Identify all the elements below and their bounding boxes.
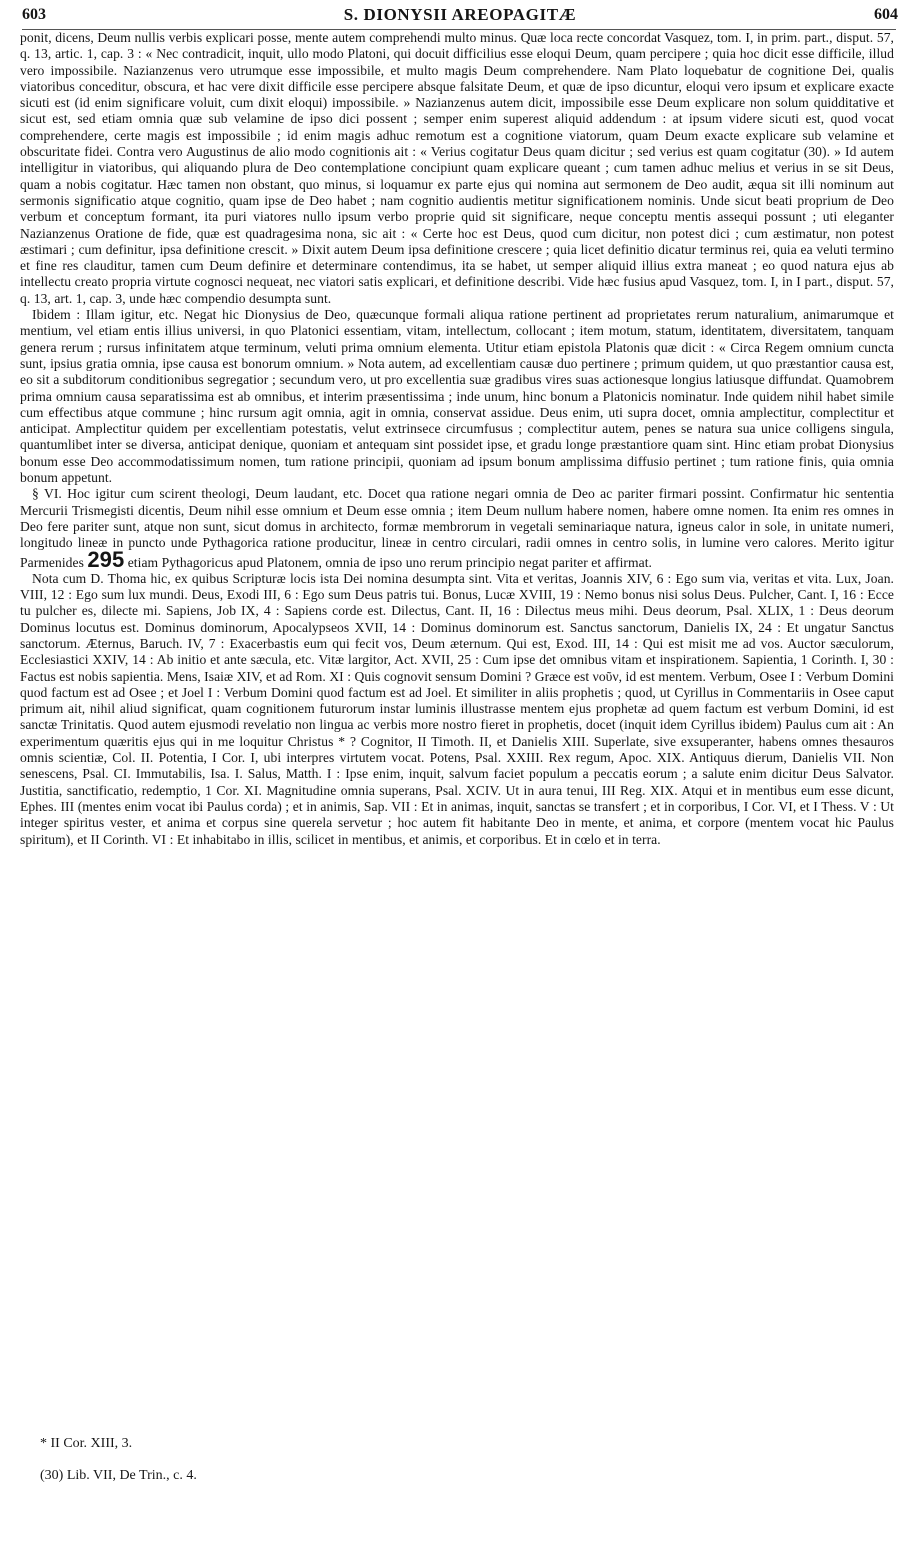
paragraph-2: Ibidem : Illam igitur, etc. Negat hic Dionysius de Deo, quæcunque formali aliqua ratione pertinent ad proprietates rerum naturalium, animarumque et mentium, vel etiam entis illius universi, in quo Platonici essentiam, vitam, intellectum, collocant ; item motum, statum, identitatem, diversitatem, tanquam genera rerum ; rursus infinitatem atque terminum, veluti prima omnium elementa. Utitur etiam epistola Platonis quæ dicit : « Circa Regem omnium cuncta sunt, ipsius gratia omnia, ipse causa est bonorum omnium. » Nota autem, ad excellentiam causæ duo pertinere ; primum quidem, ut quo præstantior causa est, eo sit a subditorum conditionibus segregatior ; secundum vero, ut pro excellentia suæ gradibus vires suas actionesque longius latiusque diffundat. Quamobrem prima omnium causa separatissima est ab omnibus, et interim præsentissima ; inde unum, hinc bonum a Platonicis nominatur. Inde quidem nihil habet simile cum effectibus atque commune ; hinc rursum agit omnia, agit in omnia, conservat assidue. Deus enim, uti supra docet, omnia amplectitur, complectitur et anticipat. Amplectitur quidem per excellentiam potestatis, velut extrinsece circumfusus ; complectitur autem, penes se natura sua unice colligens singula, quantumlibet inter se diversa, anticipat denique, quoniam et antequam sint possidet ipse, et gradu longe præstantiore quam sint. Hinc etiam probat Dionysius bonum esse Deo accommodatissimum nomen, tum ratione principii, quoniam ad ipsum bonum amplissima diffusio pertinet ; tum ratione finis, quia omnia bonum appetunt. bbox=[20, 307, 894, 486]
paragraph-3 bbox=[20, 486, 894, 570]
page-number-right: 604 bbox=[874, 6, 898, 23]
main-text bbox=[20, 30, 894, 848]
margin-number: 295 bbox=[87, 546, 125, 572]
paragraph-4: Nota cum D. Thoma hic, ex quibus Scripturæ locis ista Dei nomina desumpta sint. Vita et veritas, Joannis XIV, 6 : Ego sum via, veritas et vita. Lux, Joan. VIII, 12 : Ego sum lux mundi. Deus, Exodi III, 6 : Ego sum Deus patris tui. Bonus, Lucæ XVIII, 19 : Nemo bonus nisi solus Deus. Pulcher, Cant. I, 16 : Ecce tu pulcher es, dilecte mi. Sapiens, Job IX, 4 : Sapiens corde est. Dilectus, Cant. II, 16 : Dilectus meus mihi. Deus deorum, Psal. XLIX, 1 : Deus deorum Dominus locutus est. Dominus dominorum, Apocalypseos XVII, 14 : Dominus dominorum est. Sanctus sanctorum, Danielis IX, 24 : Et ungatur Sanctus sanctorum. Æternus, Baruch. IV, 7 : Exacerbastis eum qui fecit vos, Deum æternum. Qui est, Exod. III, 14 : Qui est misit me ad vos. Auctor sæculorum, Ecclesiastici XXIV, 14 : Ab initio et ante sæcula, etc. Vitæ largitor, Act. XVII, 25 : Cum ipse det omnibus vitam et inspirationem. Sapientia, 1 Corinth. I, 30 : Factus est nobis sapientia. Mens, Isaiæ XIV, et ad Rom. XI : Quis cognovit sensum Domini ? Græce est νοῦν, id est mentem. Verbum, Osee I : Verbum Domini quod factum est ad Osee ; et Joel I : Verbum Domini quod factum est ad Joel. Et similiter in aliis prophetis ; quod, ut Cyrillus in Commentariis in Osee caput primum ait, nihil aliud significat, quam cognitionem futurorum instar luminis illustrasse mentem ejus prophetæ ad quem factum est verbum Domini, id est sanctæ Trinitatis. Quod autem ejusmodi revelatio non lingua ac verbis more nostro fieret in prophetis, docet (inquit idem Cyrillus ibidem) Paulus cum ait : An experimentum quæritis ejus qui in me loquitur Christus * ? Cognitor, II Timoth. II, et Danielis XIII. Superlate, sive exsuperanter, habens omnes thesauros omnis scientiæ, Col. II. Potentia, I Cor. I, ubi interpres virtutem vocat. Potens, Psal. XXIII. Rex regum, Apoc. XIX. Antiquus dierum, Danielis VII. Non senescens, Psal. CI. Immutabilis, Isa. I. Salus, Matth. I : Ipse enim, inquit, salvum faciet populum a peccatis eorum ; a salute enim dicitur Deus Salvator. Justitia, sanctificatio, redemptio, 1 Cor. XI. Magnitudine omnia superans, Psal. XCIV. Ut in aura tenui, III Reg. XIX. Atqui et in mentibus eum esse dicunt, Ephes. III (mentes enim vocat ibi Paulus corda) ; et in animis, Sap. VII : Et in animas, inquit, sanctas se transfert ; et in corporibus, I Cor. VI, et I Thess. V : Ut integer spiritus vester, et anima et corpus sine querela servetur ; hoc autem fit habitante Deo in mente, et anima, et corpore (mentem vocat hic Paulus spiritum), et II Corinth. VI : Et inhabitabo in illis, scilicet in mentibus, et animis, et corporibus. Et in cœlo et in terra. bbox=[20, 570, 894, 847]
page-number-left: 603 bbox=[22, 6, 46, 23]
paragraph-3-text: § VI. Hoc igitur cum scirent theologi, Deum laudant, etc. Docet qua ratione negari omnia de Deo ac pariter firmari possint. Confirmatur hic sententia Mercurii Trismegisti dicentis, Deum nihil esse omnium et Deum esse omnia ; item Deum nullum habere nomen, habere omne nomen. Ita enim res omnes in Deo fere pariter sunt, atque non sunt, sicut domus in architecto, formæ membrorum in vegetali seminariaque natura, igneus calor in sole, in unitate numeri, longitudo lineæ in puncto unde Pythagorica ratione producitur, lineæ in centro circulari, radii omnes in centro solis, in lumine vero calores. Merito igitur Parmenides bbox=[20, 486, 894, 570]
footnotes bbox=[40, 1436, 640, 1500]
footnote-2: (30) Lib. VII, De Trin., c. 4. bbox=[40, 1468, 197, 1483]
running-title: S. DIONYSII AREOPAGITÆ bbox=[343, 5, 577, 24]
running-header bbox=[22, 2, 898, 28]
paragraph-1: ponit, dicens, Deum nullis verbis explicari posse, mente autem comprehendi multo minus. Quæ loca recte concordat Vasquez, tom. I, in prim. part., disput. 57, q. 13, artic. 1, cap. 3 : « Nec contradicit, inquit, ullo modo Platoni, qui docuit difficilius esse eloqui Deum, quam percipere ; quia hoc dicit esse difficile, illud vero impossibile. Nazianzenus vero utrumque esse impossibile, et multo magis Deum comprehendere. Nam Plato loquebatur de cognitione Dei, qualis viatoribus conceditur, obscura, et hac vere dixit difficile esse percipere absque falsitate Deum, et quæ de ipso dicuntur, eloqui vero ipsum et explicare exacte sicuti est (id enim significare voluit, cum dixit eloqui) impossibile. » Nazianzenus autem dicit, impossibile esse Deum explicare non solum quidditative et sicut est, sed etiam omnia quæ sub velamine de ipso dici possent ; semper enim superest aliquid addendum : at ipsum videre sicuti est, quod vocat comprehendere, certe magis est impossibile ; id enim magis adhuc remotum est a cognitione viatorum, quam Deum exacte explicare sub velamine et obscuritate fidei. Contra vero Augustinus de alio modo cognitionis ait : « Verius cogitatur Deus quam dicitur ; sed verius est quam cogitatur (30). » Id autem intelligitur in viatoribus, qui aliquando plura de Deo contemplatione concipiunt quam explicare queant ; cum tamen adhuc melius et verius in se sit Deus, quam a nobis cogitatur. Hæc tamen non obstant, quo minus, si loquamur ex parte ejus qui nomina aut sermonem de Deo audit, æqua sit illi nominum aut sermonis significatio atque cognitio, quam ipse de Deo habet ; nam cognitio audientis metitur significationem nominis. Unde sicut beati proprium de Deo verbum et conceptum formant, ita puri viatores nullo ipsum verbo proprie quid sit significare, neque conceptu mentis assequi possunt ; uti eleganter Nazianzenus Oratione de fide, quæ est quadragesima nona, sic ait : « Certe hoc est Deus, quod cum dicitur, non potest dici ; cum æstimatur, non potest æstimari ; cum definitur, ipsa definitione crescit. » Dixit autem Deum ipsa definitione crescere ; quia licet definitio dicatur terminus rei, quia ea veluti termino et fine res clauditur, tamen cum Deum definire et determinare contendimus, ita se habet, ut semper aliquid illius extra maneat ; eo quod natura ejus ab intellectu creato propria virtute cognosci nequeat, nec viatori satis explicari, et definitione describi. Vide hæc fusius apud Vasquez, tom. I, in I part., disput. 57, q. 13, art. 1, cap. 3, unde hæc compendio desumpta sunt. bbox=[20, 30, 894, 306]
footnote-1: * II Cor. XIII, 3. bbox=[40, 1436, 133, 1451]
paragraph-3-continuation: etiam Pythagoricus apud Platonem, omnia de ipso uno rerum principio negat pariter et affirmat. bbox=[127, 554, 652, 570]
